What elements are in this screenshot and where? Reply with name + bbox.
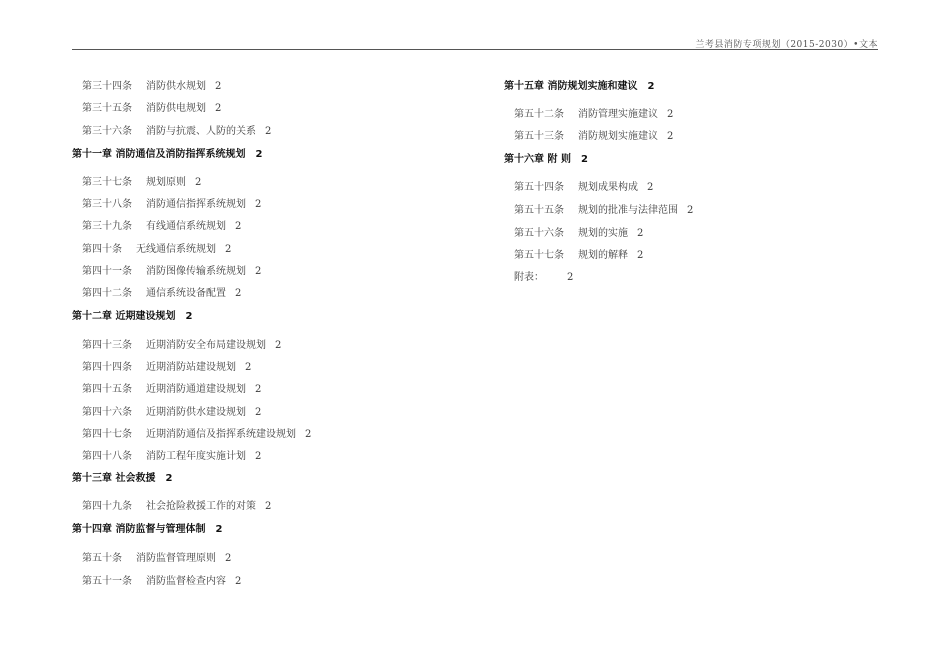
toc-entry-title: 消防管理实施建议 [578, 109, 658, 120]
toc-entry-title: 消防图像传输系统规划 [146, 266, 246, 277]
toc-entry-title: 消防供水规划 [146, 81, 206, 92]
toc-entry-number: 第四十一条 [82, 266, 132, 277]
toc-entry-number: 第三十九条 [82, 221, 132, 232]
toc-entry-number: 第四十六条 [82, 407, 132, 418]
toc-page-number: 2 [215, 103, 222, 114]
toc-entry-title: 近期消防通信及指挥系统建设规划 [146, 429, 296, 440]
toc-entry-title: 近期消防通道建设规划 [146, 384, 246, 395]
toc-entry[interactable] [82, 77, 221, 92]
toc-page-number: 2 [647, 81, 655, 92]
toc-entry[interactable] [82, 549, 231, 564]
toc-chapter-title: 第十一章 消防通信及消防指挥系统规划 [72, 149, 246, 160]
toc-entry-title: 有线通信系统规划 [146, 221, 226, 232]
toc-page-number: 2 [215, 81, 222, 92]
toc-entry[interactable] [82, 122, 271, 137]
toc-entry-title: 规划的解释 [578, 250, 628, 261]
toc-page-number: 2 [235, 221, 242, 232]
toc-entry-number: 第五十六条 [514, 228, 564, 239]
toc-entry-title: 无线通信系统规划 [136, 244, 216, 255]
toc-page-number: 2 [667, 109, 674, 120]
toc-entry[interactable] [82, 336, 281, 351]
toc-page-number: 2 [255, 149, 263, 160]
toc-entry-title: 规划的批准与法律范围 [578, 205, 678, 216]
toc-entry-number: 附表： [514, 272, 544, 283]
toc-page-number: 2 [255, 407, 262, 418]
toc-entry[interactable] [82, 358, 251, 373]
toc-entry-title: 近期消防安全布局建设规划 [146, 340, 266, 351]
toc-entry-number: 第三十四条 [82, 81, 132, 92]
toc-chapter[interactable] [72, 145, 262, 160]
toc-entry[interactable] [514, 224, 643, 239]
toc-entry-number: 第三十七条 [82, 177, 132, 188]
toc-entry-title: 近期消防供水建设规划 [146, 407, 246, 418]
toc-entry-number: 第五十五条 [514, 205, 564, 216]
toc-entry[interactable] [82, 447, 261, 462]
toc-entry-number: 第四十条 [82, 244, 122, 255]
toc-chapter[interactable] [72, 520, 222, 535]
toc-entry-number: 第四十三条 [82, 340, 132, 351]
toc-page-number: 2 [255, 384, 262, 395]
toc-page-number: 2 [305, 429, 312, 440]
toc-page-number: 2 [687, 205, 694, 216]
toc-page-number: 2 [185, 311, 193, 322]
toc-entry-title: 消防规划实施建议 [578, 131, 658, 142]
toc-entry-number: 第四十八条 [82, 451, 132, 462]
toc-entry[interactable] [82, 262, 261, 277]
toc-entry[interactable] [82, 380, 261, 395]
toc-page-number: 2 [255, 199, 262, 210]
toc-entry[interactable] [82, 284, 241, 299]
toc-entry-title: 消防工程年度实施计划 [146, 451, 246, 462]
toc-page-number: 2 [265, 501, 272, 512]
toc-entry-number: 第五十四条 [514, 182, 564, 193]
toc-entry-number: 第五十条 [82, 553, 122, 564]
document-title: 兰考县消防专项规划（2015-2030）•文本 [695, 40, 878, 50]
toc-entry-title: 消防供电规划 [146, 103, 206, 114]
toc-entry[interactable] [82, 195, 261, 210]
toc-page-number: 2 [667, 131, 674, 142]
toc-entry-number: 第四十二条 [82, 288, 132, 299]
toc-entry[interactable] [82, 240, 231, 255]
toc-entry-title: 规划的实施 [578, 228, 628, 239]
toc-entry[interactable] [82, 403, 261, 418]
toc-entry[interactable] [82, 572, 241, 587]
toc-page-number: 2 [255, 451, 262, 462]
toc-page-number: 2 [165, 473, 173, 484]
toc-page-number: 2 [235, 576, 242, 587]
toc-chapter-title: 第十四章 消防监督与管理体制 [72, 524, 206, 535]
toc-chapter-title: 第十二章 近期建设规划 [72, 311, 176, 322]
toc-entry-title: 通信系统设备配置 [146, 288, 226, 299]
toc-page-number: 2 [195, 177, 202, 188]
toc-entry[interactable] [514, 127, 673, 142]
toc-entry[interactable] [514, 268, 573, 283]
toc-page-number: 2 [225, 553, 232, 564]
toc-chapter-title: 第十三章 社会救援 [72, 473, 156, 484]
toc-chapter-title: 第十六章 附 则 [504, 154, 571, 165]
toc-page-number: 2 [265, 126, 272, 137]
toc-entry-title: 社会抢险救援工作的对策 [146, 501, 256, 512]
toc-chapter[interactable] [72, 307, 192, 322]
toc-entry-title: 近期消防站建设规划 [146, 362, 236, 373]
toc-entry[interactable] [82, 497, 271, 512]
toc-entry-title: 消防通信指挥系统规划 [146, 199, 246, 210]
toc-page-number: 2 [637, 250, 644, 261]
page-header [72, 37, 878, 50]
toc-entry-number: 第三十八条 [82, 199, 132, 210]
toc-page-number: 2 [215, 524, 223, 535]
toc-page-number: 2 [580, 154, 588, 165]
toc-entry[interactable] [82, 217, 241, 232]
toc-page-number: 2 [255, 266, 262, 277]
toc-entry-number: 第三十五条 [82, 103, 132, 114]
toc-entry[interactable] [82, 425, 311, 440]
toc-chapter-title: 第十五章 消防规划实施和建议 [504, 81, 638, 92]
toc-entry[interactable] [82, 99, 221, 114]
toc-entry-number: 第五十七条 [514, 250, 564, 261]
toc-entry-number: 第五十二条 [514, 109, 564, 120]
toc-chapter[interactable] [504, 77, 654, 92]
toc-entry[interactable] [514, 178, 653, 193]
toc-page-number: 2 [647, 182, 654, 193]
toc-page-number: 2 [637, 228, 644, 239]
toc-entry-title: 消防监督管理原则 [136, 553, 216, 564]
toc-page-number: 2 [567, 272, 574, 283]
toc-entry-number: 第五十三条 [514, 131, 564, 142]
toc-page-number: 2 [225, 244, 232, 255]
toc-entry-number: 第四十九条 [82, 501, 132, 512]
toc-entry-title: 消防监督检查内容 [146, 576, 226, 587]
toc-entry-number: 第五十一条 [82, 576, 132, 587]
toc-chapter[interactable] [72, 469, 172, 484]
toc-entry-number: 第三十六条 [82, 126, 132, 137]
toc-page-number: 2 [245, 362, 252, 373]
toc-entry[interactable] [514, 105, 673, 120]
toc-page-number: 2 [235, 288, 242, 299]
toc-entry-title: 规划原则 [146, 177, 186, 188]
toc-entry[interactable] [514, 246, 643, 261]
toc-entry-number: 第四十七条 [82, 429, 132, 440]
toc-entry-number: 第四十四条 [82, 362, 132, 373]
toc-entry[interactable] [82, 173, 201, 188]
toc-entry-title: 规划成果构成 [578, 182, 638, 193]
toc-entry-title: 消防与抗震、人防的关系 [146, 126, 256, 137]
toc-entry-number: 第四十五条 [82, 384, 132, 395]
toc-chapter[interactable] [504, 150, 588, 165]
toc-entry[interactable] [514, 201, 693, 216]
toc-page-number: 2 [275, 340, 282, 351]
